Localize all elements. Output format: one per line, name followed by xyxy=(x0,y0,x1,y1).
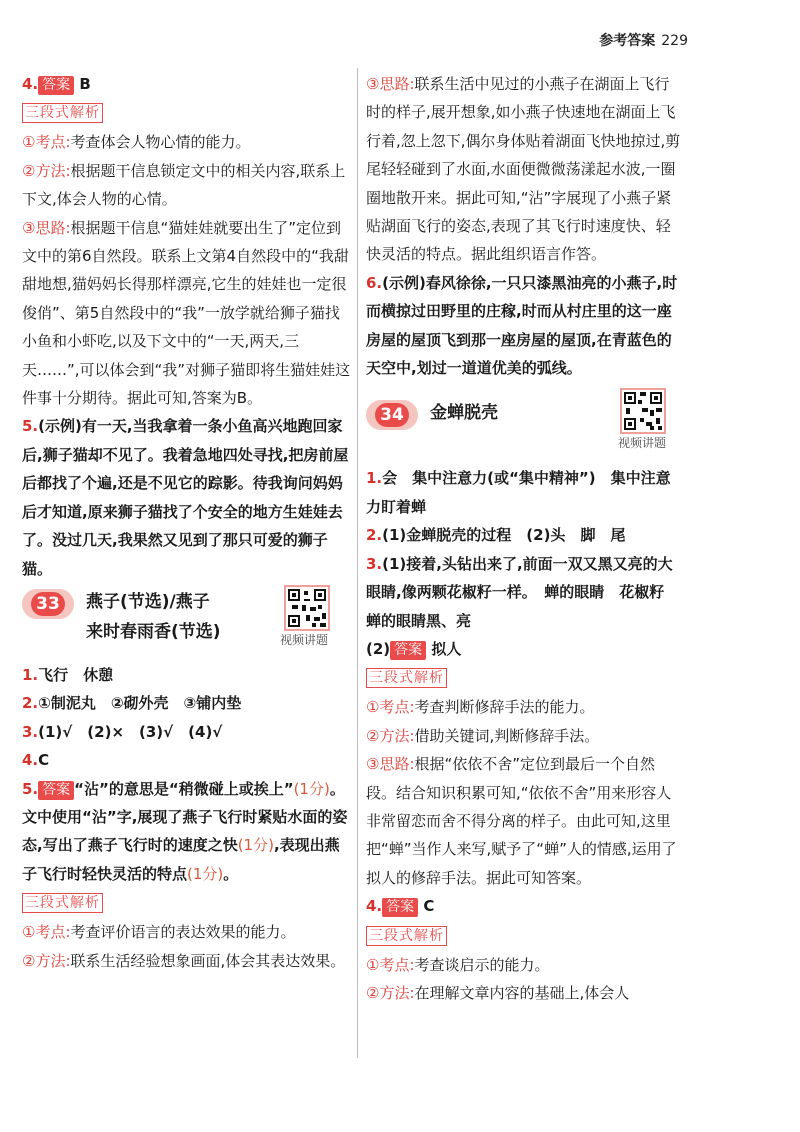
answer-tag: 答案 xyxy=(382,898,418,917)
q6-answer: 6.(示例)春风徐徐,一只只漆黑油亮的小燕子,时而横掠过田野里的庄稼,时而从村庄里的这一座房屋的屋顶飞到那一座房屋的屋顶,在青蓝色的天空中,划过一道道优美的弧线。 xyxy=(366,273,678,378)
right-column xyxy=(366,70,684,1007)
answer-tag: 答案 xyxy=(38,781,74,800)
s34q3-kaodian: ①考点:考查判断修辞手法的能力。 xyxy=(366,698,595,717)
s34-q1: 1.会 集中注意力(或“集中精神”) 集中注意力盯着蝉 xyxy=(366,469,671,516)
q4-kaodian: ①考点:考查体会人物心情的能力。 xyxy=(22,133,251,152)
analysis-tag: 三段式解析 xyxy=(22,103,103,123)
qr-caption: 视频讲题 xyxy=(618,436,667,451)
qr-code-icon[interactable] xyxy=(620,388,666,434)
page-header xyxy=(599,30,688,50)
qr-code-icon[interactable] xyxy=(284,585,330,631)
s33q5-fangfa: ②方法:联系生活经验想象画面,体会其表达效果。 xyxy=(22,951,346,970)
s34-q3-part2: (2) 答案 拟人 xyxy=(366,639,462,658)
answer-tag: 答案 xyxy=(38,76,74,95)
s34q4-kaodian: ①考点:考查谈启示的能力。 xyxy=(366,955,550,974)
s34-q2: 2.(1)金蝉脱壳的过程 (2)头 脚 尾 xyxy=(366,526,626,545)
header-title: 参考答案 xyxy=(599,33,656,49)
q4-silu: ③思路:根据题干信息“猫娃娃就要出生了”定位到文中的第6自然段。联系上文第4自然段中的“我甜甜地想,猫妈妈长得那样漂亮,它生的娃娃也一定很俊俏”、第5自然段中的“我”一放学就给狮子猫找小鱼和小虾吃,以及下文中的“一天,两天,三天……”,可以体会到“我”对狮子猫即将生猫娃娃这件事十分期待。据此可知,答案为B。 xyxy=(22,218,351,408)
qr-caption: 视频讲题 xyxy=(280,632,329,647)
section-title: 金蝉脱壳 xyxy=(430,403,498,424)
s33-q1: 1.飞行 休憩 xyxy=(22,665,114,684)
section-badge: 34 xyxy=(366,400,418,430)
analysis-tag: 三段式解析 xyxy=(366,926,447,946)
left-column xyxy=(22,70,352,975)
s33-q4: 4.C xyxy=(22,751,50,770)
q4-answer: 4. 答案 B xyxy=(22,75,91,93)
section-34-heading xyxy=(366,388,684,452)
answer-tag: 答案 xyxy=(390,641,426,660)
section-badge: 33 xyxy=(22,589,74,619)
s34q3-fangfa: ②方法:借助关键词,判断修辞手法。 xyxy=(366,726,600,745)
s34q4-fangfa: ②方法:在理解文章内容的基础上,体会人 xyxy=(366,983,630,1002)
analysis-tag: 三段式解析 xyxy=(22,893,103,913)
s33-q5: 5. 答案 “沾”的意思是“稍微碰上或挨上”(1分)。文中使用“沾”字,展现了燕子飞行时紧贴水面的姿态,写出了燕子飞行时的速度之快(1分),表现出燕子飞行时轻快灵活的特点(1分)。 xyxy=(22,779,348,883)
column-divider xyxy=(357,68,358,1058)
qr-pattern xyxy=(622,390,664,432)
section-title: 燕子(节选)/燕子 来时春雨香(节选) xyxy=(86,591,221,642)
cont-silu: ③思路:联系生活中见过的小燕子在湖面上飞行时的样子,展开想象,如小燕子快速地在湖面上飞行着,忽上忽下,偶尔身体贴着湖面飞快地掠过,剪尾轻轻碰到了水面,水面便微微荡漾起水波,一圈圈地散开来。据此可知,“沾”字展现了小燕子紧贴湖面飞行的姿态,表现了其飞行时速度快、轻快灵活的特点。据此组织语言作答。 xyxy=(366,75,681,264)
s34q3-silu: ③思路:根据“依依不舍”定位到最后一个自然段。结合知识积累可知,“依依不舍”用来形容人非常留恋而舍不得分离的样子。由此可知,这里把“蝉”当作人来写,赋予了“蝉”人的情感,运用了拟人的修辞手法。据此可知答案。 xyxy=(366,755,677,887)
q5-answer: 5.(示例)有一天,当我拿着一条小鱼高兴地跑回家后,狮子猫却不见了。我着急地四处寻找,把房前屋后都找了个遍,还是不见它的踪影。待我询问妈妈后才知道,原来狮子猫找了个安全的地方生娃娃去了。没过几天,我果然又见到了那只可爱的狮子猫。 xyxy=(22,417,349,578)
s33q5-kaodian: ①考点:考查评价语言的表达效果的能力。 xyxy=(22,923,296,942)
s33-q3: 3.(1)√ (2)× (3)√ (4)√ xyxy=(22,722,223,741)
s34-q4: 4. 答案 C xyxy=(366,897,435,916)
page-number: 229 xyxy=(661,33,688,49)
section-33-heading xyxy=(22,589,352,653)
qr-pattern xyxy=(286,587,328,629)
s34-q3: 3.(1)接着,头钻出来了,前面一双又黑又亮的大眼睛,像两颗花椒籽一样。 蝉的眼睛 花椒籽 蝉的眼睛黑、亮 xyxy=(366,554,680,630)
q4-fangfa: ②方法:根据题干信息锁定文中的相关内容,联系上下文,体会人物的心情。 xyxy=(22,161,346,209)
s33-q2: 2.①制泥丸 ②砌外壳 ③铺内垫 xyxy=(22,694,242,713)
analysis-tag: 三段式解析 xyxy=(366,668,447,688)
